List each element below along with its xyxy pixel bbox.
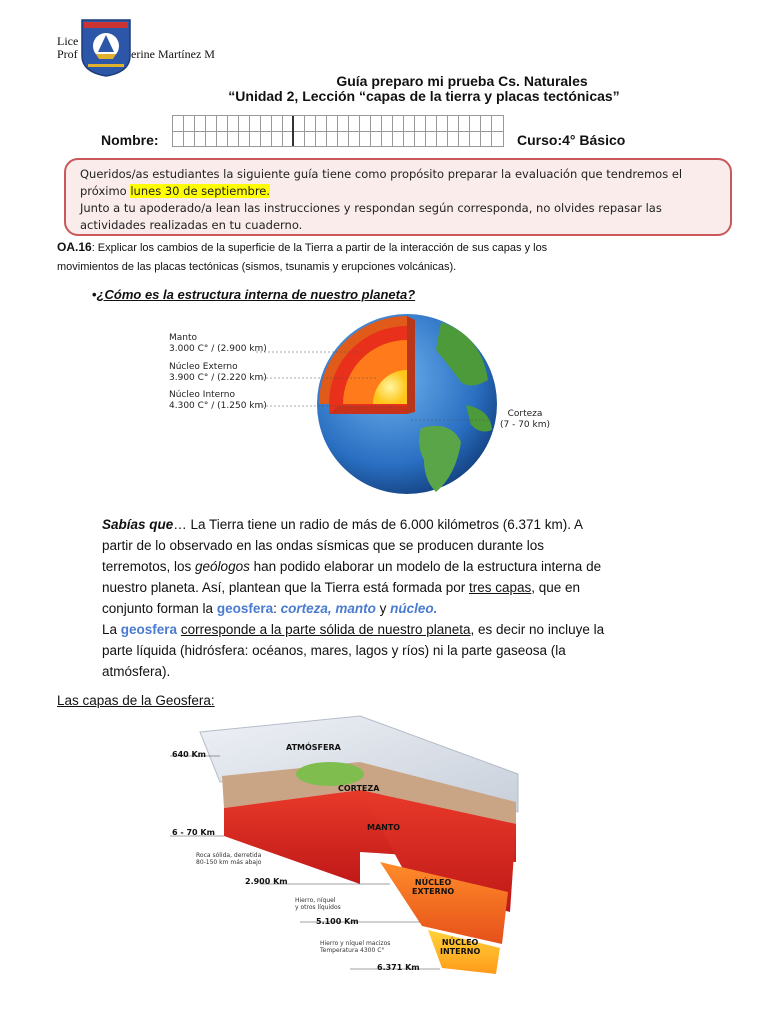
name-label: Nombre: [101, 132, 159, 148]
objective [57, 238, 673, 277]
para-line-1: Sabías que… La Tierra tiene un radio de más de 6.000 kilómetros (6.371 km). A [102, 517, 583, 532]
para-line-8: atmósfera). [102, 664, 171, 679]
layer-nucleo-interno: NÚCLEO INTERNO [440, 938, 481, 956]
nucleo-interno-label: Núcleo Interno 4.300 C° / (1.250 km) [169, 390, 267, 411]
course-label: Curso:4° Básico [517, 132, 626, 148]
exam-date: lunes 30 de septiembre. [130, 184, 271, 198]
notice-box [64, 158, 732, 236]
para-line-4: nuestro planeta. Así, plantean que la Tierra está formada por tres capas, que en [102, 580, 581, 595]
layer-nucleo-externo: NÚCLEO EXTERNO [412, 878, 455, 896]
note-nucleo-externo: Hierro, níquel y otros líquidos [295, 897, 341, 911]
layer-atmosfera: ATMÓSFERA [286, 743, 341, 752]
depth-6-70: 6 - 70 Km [172, 828, 215, 837]
corteza-label: Corteza (7 - 70 km) [500, 409, 551, 430]
depth-6371: 6.371 Km [377, 963, 420, 972]
manto-label: Manto 3.000 C° / (2.900 km) [169, 333, 267, 354]
para-line-5: conjunto forman la geosfera: corteza, manto y núcleo. [102, 601, 438, 616]
para-line-6: La geosfera corresponde a la parte sólida de nuestro planeta, es decir no incluye la [102, 622, 605, 637]
layers-heading: Las capas de la Geosfera: [57, 693, 215, 708]
section-question: •¿Cómo es la estructura interna de nuestro planeta? [92, 287, 416, 302]
objective-line-2: movimientos de las placas tectónicas (sismos, tsunamis y erupciones volcánicas). [57, 261, 457, 273]
objective-line-1: OA.16: Explicar los cambios de la superficie de la Tierra a partir de la interacción de sus capas y los [57, 240, 548, 254]
school-name: Lice [57, 34, 79, 48]
title-line-2: “Unidad 2, Lección “capas de la tierra y placas tectónicas” [228, 88, 620, 104]
teacher-name: erine Martínez M [131, 47, 215, 61]
para-line-2: partir de lo observado en las ondas sísmicas que se producen durante los [102, 538, 545, 553]
info-paragraph [102, 514, 673, 682]
notice-line-3: Junto a tu apoderado/a lean las instrucciones y respondan según corresponda, no olvides repasar las [80, 201, 662, 215]
depth-5100: 5.100 Km [316, 917, 359, 926]
title-line-1: Guía preparo mi prueba Cs. Naturales [336, 73, 588, 89]
layer-manto: MANTO [367, 823, 401, 832]
note-nucleo-interno: Hierro y níquel macizos Temperatura 4300 C° [320, 940, 391, 954]
para-line-3: terremotos, los geólogos han podido elaborar un modelo de la estructura interna de [102, 559, 602, 574]
notice-line-4: actividades realizadas en tu cuaderno. [80, 218, 303, 232]
name-grid-input[interactable] [172, 115, 504, 147]
notice-line-2: próximo lunes 30 de septiembre. [80, 184, 271, 198]
depth-640: 640 Km [172, 750, 207, 759]
teacher-line: Prof [57, 47, 78, 61]
nucleo-externo-label: Núcleo Externo 3.900 C° / (2.220 km) [169, 362, 267, 383]
para-line-7: parte líquida (hidrósfera: océanos, mares, lagos y ríos) ni la parte gaseosa (la [102, 643, 566, 658]
depth-2900: 2.900 Km [245, 877, 288, 886]
notice-line-1: Queridos/as estudiantes la siguiente guía tiene como propósito preparar la evaluación que tendremos el [80, 167, 683, 181]
layer-corteza: CORTEZA [338, 784, 380, 793]
note-manto: Roca sólida, derretida 80-150 km más abajo [196, 852, 262, 866]
